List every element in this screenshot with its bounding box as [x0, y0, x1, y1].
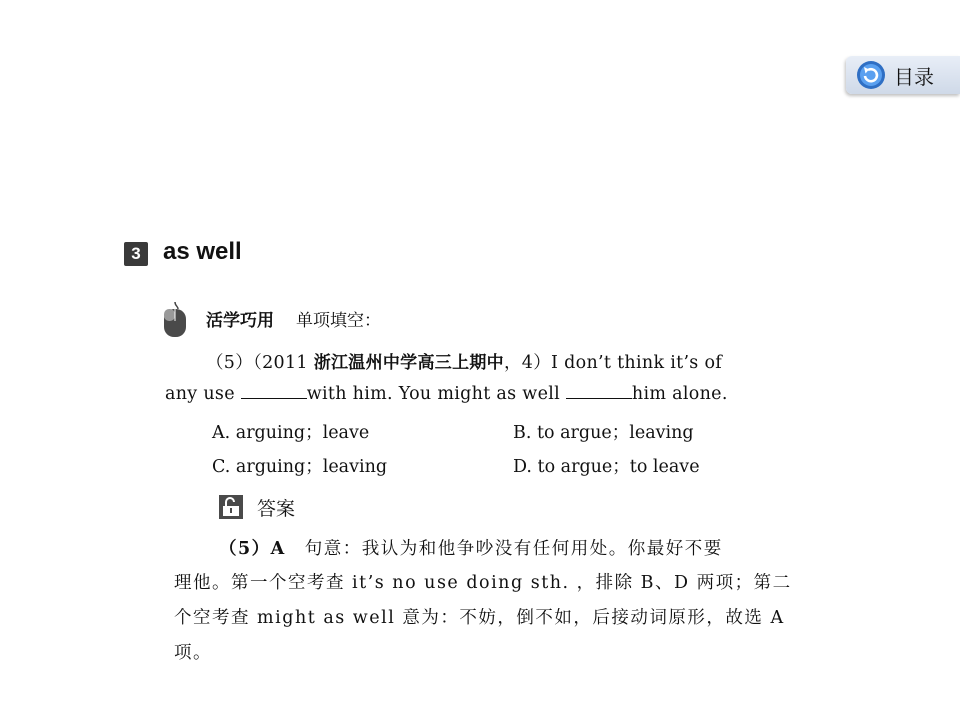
question-line-1 [206, 348, 722, 374]
answer-line-1 [219, 535, 723, 560]
practice-label: 活学巧用 [206, 311, 274, 331]
option-b: B. to argue；leaving [513, 423, 694, 443]
question-text-2b: with him. You might as well [306, 384, 566, 404]
section-number-badge: 3 [124, 242, 148, 266]
question-text-2a: any use [165, 384, 241, 404]
practice-heading [206, 306, 381, 331]
answer-line-2: 理他。第一个空考查 it’s no use doing sth. ，排除 B、D 两项；第二 [174, 573, 792, 593]
return-arrow-icon [856, 60, 886, 90]
question-text-1: ，4）I don’t think it’s of [504, 353, 723, 373]
answer-blank [566, 384, 632, 399]
unlock-icon [218, 494, 244, 520]
practice-instruction: 单项填空： [296, 311, 381, 331]
option-d: D. to argue；to leave [513, 457, 700, 477]
question-line-2 [165, 384, 728, 404]
section-title: as well [163, 238, 242, 265]
toc-label: 目录 [894, 64, 934, 89]
mouse-icon [162, 300, 188, 338]
answer-blank [241, 384, 307, 399]
option-c: C. arguing；leaving [212, 457, 388, 477]
toc-button[interactable] [846, 56, 960, 94]
question-text-2c: him alone. [631, 384, 728, 404]
question-source: 浙江温州中学高三上期中 [313, 353, 504, 373]
answer-line-3: 个空考查 might as well 意为：不妨，倒不如，后接动词原形，故选 A [174, 608, 785, 628]
answer-text-1: 句意：我认为和他争吵没有任何用处。你最好不要 [285, 539, 723, 559]
answer-heading: 答案 [257, 498, 296, 520]
option-a: A. arguing；leave [212, 423, 370, 443]
question-number: （5）（2011 [206, 353, 314, 373]
answer-key: （5）A [219, 539, 286, 559]
answer-line-4: 项。 [174, 643, 212, 663]
